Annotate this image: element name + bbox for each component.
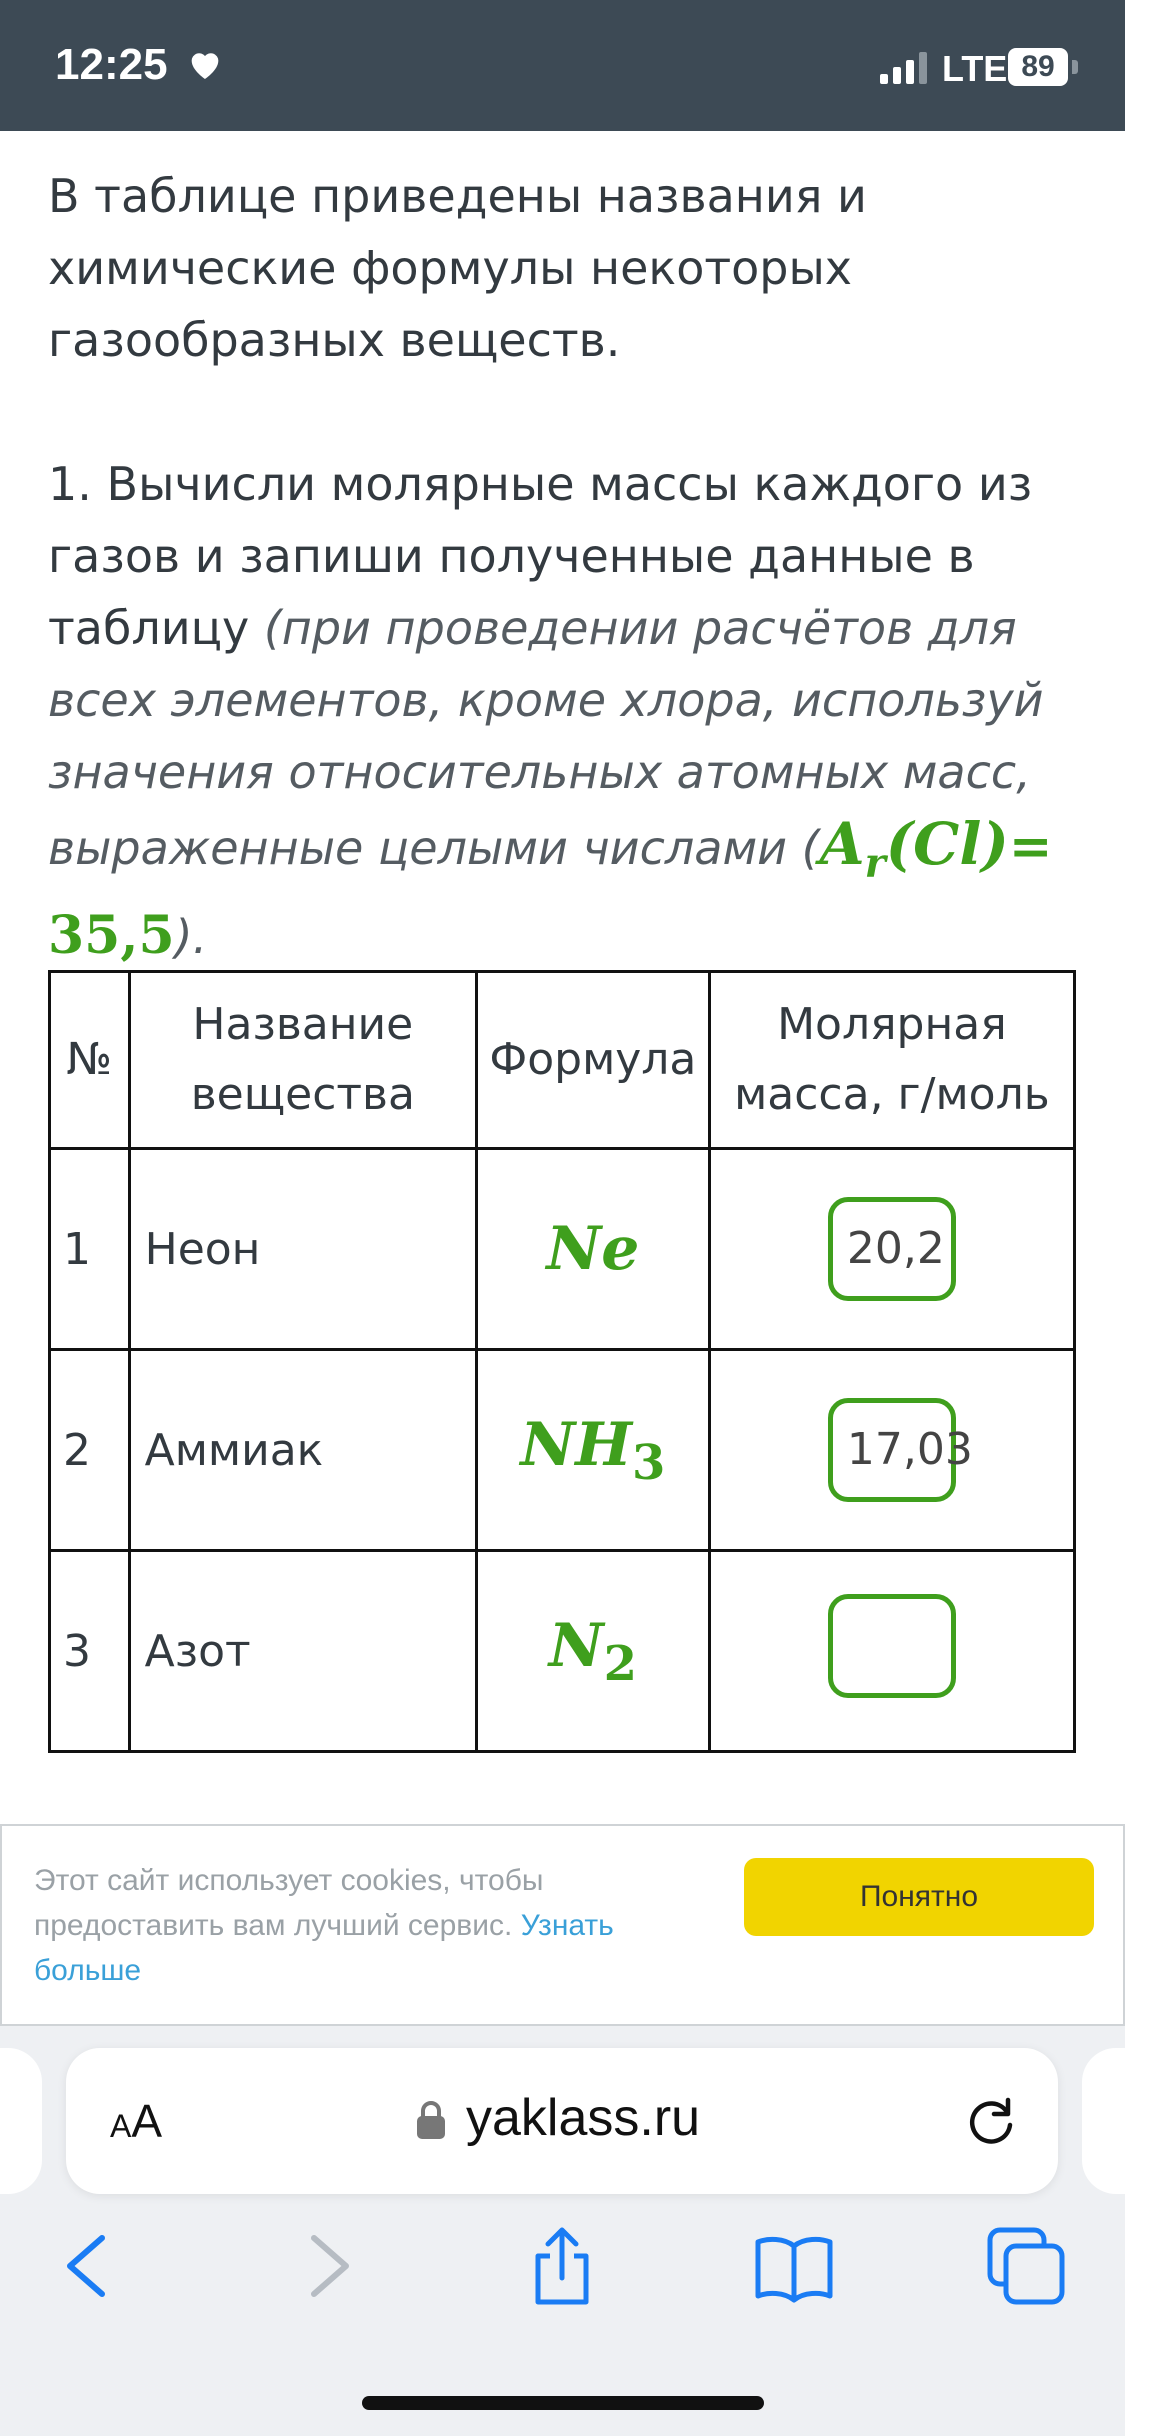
battery-icon: 89 xyxy=(1008,48,1068,86)
question-main: Вычисли молярные массы каждого из газов и запиши полученные данные в таблицу xyxy=(48,457,1033,655)
url-domain[interactable]: yaklass.ru xyxy=(466,2089,701,2147)
row-mass xyxy=(709,1149,1074,1350)
cookie-accept-button[interactable]: Понятно xyxy=(744,1858,1094,1936)
header-mass: Молярная масса, г/моль xyxy=(709,972,1074,1149)
formula-value: = 35,5 xyxy=(48,816,1053,966)
question-note-close: ). xyxy=(174,909,208,964)
next-tab-card[interactable] xyxy=(1082,2048,1164,2194)
row-number: 2 xyxy=(50,1350,130,1551)
row-mass xyxy=(709,1551,1074,1752)
previous-tab-card[interactable] xyxy=(0,2048,42,2194)
question-number: 1. xyxy=(48,457,92,511)
lock-icon xyxy=(416,2100,446,2140)
header-formula: Формула xyxy=(477,972,710,1149)
table-row xyxy=(50,1551,1075,1752)
address-bar[interactable] xyxy=(66,2048,1058,2194)
table-row xyxy=(50,1149,1075,1350)
bookmarks-icon[interactable] xyxy=(754,2226,834,2306)
mass-input[interactable]: 20,2 xyxy=(828,1197,956,1301)
row-name: Неон xyxy=(129,1149,476,1350)
browser-chrome xyxy=(0,2026,1125,2436)
row-formula: $NH_3$ xyxy=(477,1350,710,1551)
mass-input[interactable]: 17,03 xyxy=(828,1398,956,1502)
row-name: Азот xyxy=(129,1551,476,1752)
task-intro: В таблице приведены названия и химические формулы некоторых газообразных веществ. xyxy=(48,169,867,367)
status-bar xyxy=(0,0,1125,131)
header-number: № xyxy=(50,972,130,1149)
signal-icon xyxy=(880,52,930,84)
forward-icon[interactable] xyxy=(290,2226,370,2306)
table-header-row xyxy=(50,972,1075,1149)
cookie-learn-more-link[interactable]: Узнать больше xyxy=(34,1909,614,1987)
task-question xyxy=(48,448,1078,973)
formula-cl: (Cl) xyxy=(885,810,1009,878)
cookie-banner xyxy=(0,1824,1125,2026)
text-size-button[interactable]: AA xyxy=(110,2095,163,2147)
network-type: LTE xyxy=(942,48,1008,89)
row-mass xyxy=(709,1350,1074,1551)
tabs-icon[interactable] xyxy=(986,2226,1066,2306)
cookie-text: Этот сайт использует cookies, чтобы предоставить вам лучший сервис. Узнать больше xyxy=(34,1864,614,1987)
header-name: Название вещества xyxy=(129,972,476,1149)
row-name: Аммиак xyxy=(129,1350,476,1551)
status-time: 12:25 xyxy=(55,40,168,89)
home-indicator[interactable] xyxy=(362,2396,764,2410)
heart-icon xyxy=(185,44,225,84)
reload-icon[interactable] xyxy=(962,2092,1020,2150)
battery-tip xyxy=(1072,60,1078,74)
question-note: (при проведении расчётов для всех элементов, кроме хлора, используй значения относительных атомных масс, выраженные целыми числами ( xyxy=(48,601,1044,875)
row-formula: $N_2$ xyxy=(477,1551,710,1752)
substances-table xyxy=(48,970,1076,1753)
mass-input[interactable] xyxy=(828,1594,956,1698)
task-content xyxy=(48,160,1078,973)
table-row xyxy=(50,1350,1075,1551)
back-icon[interactable] xyxy=(46,2226,126,2306)
row-number: 1 xyxy=(50,1149,130,1350)
formula-ar: $A_r$ xyxy=(819,810,886,887)
row-formula: Ne xyxy=(477,1149,710,1350)
row-number: 3 xyxy=(50,1551,130,1752)
share-icon[interactable] xyxy=(522,2226,602,2306)
